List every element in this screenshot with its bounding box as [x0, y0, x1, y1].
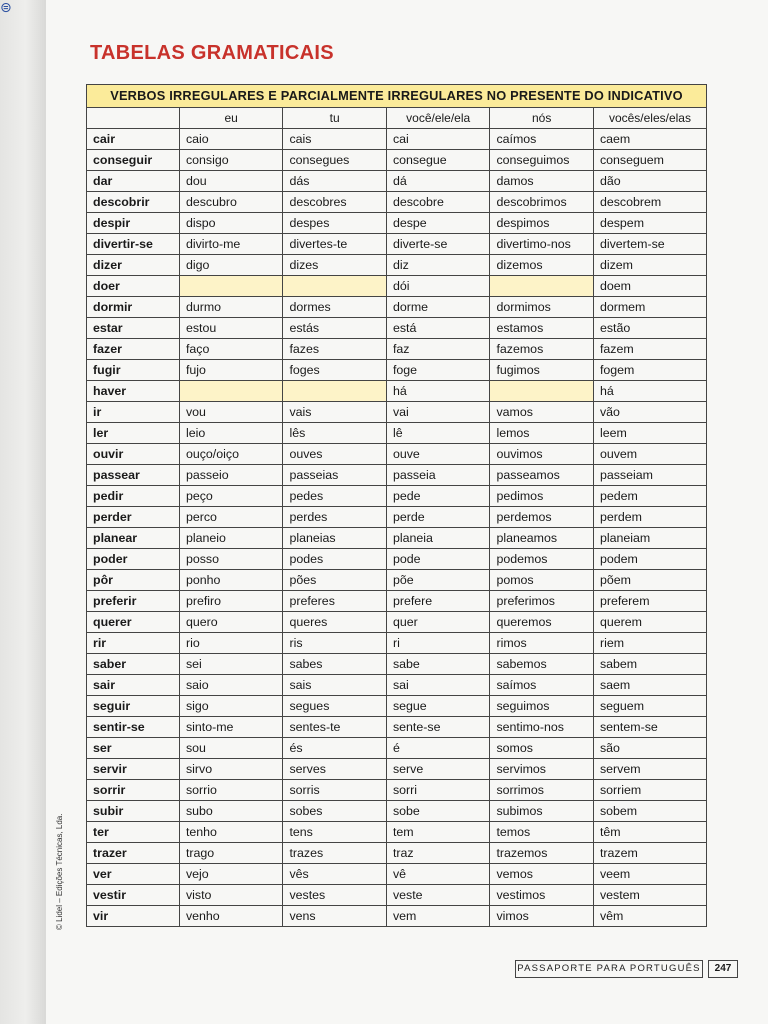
verb-cell: sorrir	[87, 780, 180, 801]
table-row	[87, 234, 707, 255]
conjugation-cell: queremos	[490, 612, 594, 633]
conjugation-cell: durmo	[179, 297, 283, 318]
conjugation-cell: diz	[386, 255, 490, 276]
table-row	[87, 171, 707, 192]
table-row	[87, 339, 707, 360]
conjugation-cell: ouço/oiço	[179, 444, 283, 465]
conjugation-cell: ris	[283, 633, 387, 654]
conjugation-cell: descobrimos	[490, 192, 594, 213]
conjugation-cell: vêm	[593, 906, 706, 927]
conjugation-cell: passeia	[386, 465, 490, 486]
conjugation-cell: fujo	[179, 360, 283, 381]
conjugation-cell: planeias	[283, 528, 387, 549]
conjugation-cell: rio	[179, 633, 283, 654]
conjugation-cell: sabe	[386, 654, 490, 675]
conjugation-cell: passeio	[179, 465, 283, 486]
conjugation-cell: fugimos	[490, 360, 594, 381]
table-row	[87, 549, 707, 570]
conjugation-cell: preferes	[283, 591, 387, 612]
conjugation-cell: vens	[283, 906, 387, 927]
conjugation-cell: sente-se	[386, 717, 490, 738]
conjugation-cell: serves	[283, 759, 387, 780]
table-row	[87, 255, 707, 276]
conjugation-cell: subimos	[490, 801, 594, 822]
conjugation-cell: descobre	[386, 192, 490, 213]
verb-cell: vestir	[87, 885, 180, 906]
conjugation-cell: doem	[593, 276, 706, 297]
verb-cell: dormir	[87, 297, 180, 318]
conjugation-cell: sinto-me	[179, 717, 283, 738]
conjugation-cell: tenho	[179, 822, 283, 843]
conjugation-cell: serve	[386, 759, 490, 780]
table-row	[87, 864, 707, 885]
conjugation-cell: estou	[179, 318, 283, 339]
verb-cell: passear	[87, 465, 180, 486]
conjugation-cell: pões	[283, 570, 387, 591]
conjugation-cell: veem	[593, 864, 706, 885]
conjugation-cell: vestes	[283, 885, 387, 906]
table-row	[87, 717, 707, 738]
conjugation-cell	[179, 276, 283, 297]
table-row	[87, 906, 707, 927]
conjugation-cell: sorri	[386, 780, 490, 801]
verb-cell: estar	[87, 318, 180, 339]
conjugation-cell: faço	[179, 339, 283, 360]
conjugation-cell: sentes-te	[283, 717, 387, 738]
table-row	[87, 318, 707, 339]
table-row	[87, 822, 707, 843]
verb-cell: poder	[87, 549, 180, 570]
verb-cell: ter	[87, 822, 180, 843]
conjugation-cell: descobrem	[593, 192, 706, 213]
conjugation-cell: há	[386, 381, 490, 402]
conjugation-cell: pomos	[490, 570, 594, 591]
conjugation-cell: perdes	[283, 507, 387, 528]
conjugation-cell: sabemos	[490, 654, 594, 675]
conjugation-cell: divertimo-nos	[490, 234, 594, 255]
table-row	[87, 444, 707, 465]
book-spine-gutter	[0, 0, 46, 1024]
verb-cell: vir	[87, 906, 180, 927]
conjugation-cell: sais	[283, 675, 387, 696]
page-number: 247	[708, 960, 738, 978]
conjugation-cell: pedimos	[490, 486, 594, 507]
table-row	[87, 675, 707, 696]
conjugation-cell: és	[283, 738, 387, 759]
conjugation-cell: são	[593, 738, 706, 759]
conjugation-cell: vais	[283, 402, 387, 423]
conjugation-cell: passeiam	[593, 465, 706, 486]
conjugation-cell: saio	[179, 675, 283, 696]
conjugation-cell: sobem	[593, 801, 706, 822]
conjugation-cell: despe	[386, 213, 490, 234]
conjugation-cell: fazem	[593, 339, 706, 360]
conjugation-cell: saem	[593, 675, 706, 696]
conjugation-cell: põe	[386, 570, 490, 591]
conjugation-cell: preferem	[593, 591, 706, 612]
conjugation-cell	[283, 381, 387, 402]
verb-cell: doer	[87, 276, 180, 297]
conjugation-cell: caímos	[490, 129, 594, 150]
conjugation-cell: prefiro	[179, 591, 283, 612]
conjugation-cell: sentimo-nos	[490, 717, 594, 738]
conjugation-cell: consigo	[179, 150, 283, 171]
table-row	[87, 381, 707, 402]
column-header-verb	[87, 108, 180, 129]
conjugation-cell: veste	[386, 885, 490, 906]
verb-cell: dar	[87, 171, 180, 192]
conjugation-cell: seguimos	[490, 696, 594, 717]
conjugation-cell: rimos	[490, 633, 594, 654]
conjugation-cell: ponho	[179, 570, 283, 591]
conjugation-cell: consegues	[283, 150, 387, 171]
conjugation-cell: sai	[386, 675, 490, 696]
conjugation-cell: servem	[593, 759, 706, 780]
table-row	[87, 423, 707, 444]
table-row	[87, 696, 707, 717]
conjugation-cell: podes	[283, 549, 387, 570]
conjugation-cell: trazem	[593, 843, 706, 864]
verb-cell: ir	[87, 402, 180, 423]
conjugation-cell: sorris	[283, 780, 387, 801]
conjugation-cell: servimos	[490, 759, 594, 780]
conjugation-cell: ouvimos	[490, 444, 594, 465]
verb-cell: saber	[87, 654, 180, 675]
conjugation-cell: dispo	[179, 213, 283, 234]
conjugation-cell: conseguimos	[490, 150, 594, 171]
table-row	[87, 486, 707, 507]
conjugation-cell: sorrimos	[490, 780, 594, 801]
conjugation-cell: sobe	[386, 801, 490, 822]
conjugation-cell: dói	[386, 276, 490, 297]
conjugation-cell: sigo	[179, 696, 283, 717]
table-row	[87, 192, 707, 213]
conjugation-cell: seguem	[593, 696, 706, 717]
conjugation-cell: passeias	[283, 465, 387, 486]
conjugation-cell: vão	[593, 402, 706, 423]
conjugation-cell: segue	[386, 696, 490, 717]
conjugation-cell: sirvo	[179, 759, 283, 780]
conjugation-cell: estamos	[490, 318, 594, 339]
conjugation-cell: leem	[593, 423, 706, 444]
table-row	[87, 507, 707, 528]
verb-cell: pôr	[87, 570, 180, 591]
conjugation-cell: divirto-me	[179, 234, 283, 255]
conjugation-cell: divertem-se	[593, 234, 706, 255]
conjugation-cell: ri	[386, 633, 490, 654]
conjugation-cell: dormimos	[490, 297, 594, 318]
table-row	[87, 654, 707, 675]
conjugation-cell: dizem	[593, 255, 706, 276]
conjugation-cell: vemos	[490, 864, 594, 885]
conjugation-cell	[490, 276, 594, 297]
conjugation-cell: vamos	[490, 402, 594, 423]
conjugation-cell: fazes	[283, 339, 387, 360]
conjugation-cell: dou	[179, 171, 283, 192]
conjugation-cell: há	[593, 381, 706, 402]
publisher-credit: © Lidel – Edições Técnicas, Lda.	[55, 813, 64, 930]
conjugation-cell: dás	[283, 171, 387, 192]
conjugation-cell: trago	[179, 843, 283, 864]
conjugation-cell: sentem-se	[593, 717, 706, 738]
conjugation-cell: pedem	[593, 486, 706, 507]
conjugation-cell: trazemos	[490, 843, 594, 864]
conjugation-cell: vai	[386, 402, 490, 423]
conjugation-cell: dormem	[593, 297, 706, 318]
conjugation-cell: vimos	[490, 906, 594, 927]
conjugation-cell: podem	[593, 549, 706, 570]
conjugation-cell: põem	[593, 570, 706, 591]
conjugation-cell: cai	[386, 129, 490, 150]
table-row	[87, 360, 707, 381]
conjugation-cell: preferimos	[490, 591, 594, 612]
conjugation-cell: planeamos	[490, 528, 594, 549]
conjugation-cell: planeia	[386, 528, 490, 549]
conjugation-cell: prefere	[386, 591, 490, 612]
conjugation-cell: descobres	[283, 192, 387, 213]
conjugation-cell: conseguem	[593, 150, 706, 171]
table-row	[87, 612, 707, 633]
conjugation-cell: está	[386, 318, 490, 339]
conjugation-cell: vês	[283, 864, 387, 885]
table-row	[87, 528, 707, 549]
conjugation-cell: vou	[179, 402, 283, 423]
conjugation-cell: saímos	[490, 675, 594, 696]
conjugation-cell: sou	[179, 738, 283, 759]
conjugation-cell: traz	[386, 843, 490, 864]
table-caption: VERBOS IRREGULARES E PARCIALMENTE IRREGULARES NO PRESENTE DO INDICATIVO	[87, 85, 707, 108]
table-row	[87, 150, 707, 171]
footer-book-title: PASSAPORTE PARA PORTUGUÊS	[515, 960, 703, 978]
verb-cell: sentir-se	[87, 717, 180, 738]
verb-cell: conseguir	[87, 150, 180, 171]
conjugation-cell: faz	[386, 339, 490, 360]
corner-binding-icon: ⊜	[0, 0, 12, 15]
table-row	[87, 591, 707, 612]
conjugation-cell: fogem	[593, 360, 706, 381]
verb-cell: seguir	[87, 696, 180, 717]
conjugation-cell: vestem	[593, 885, 706, 906]
table-row	[87, 801, 707, 822]
table-row	[87, 276, 707, 297]
conjugation-cell: peço	[179, 486, 283, 507]
table-row	[87, 780, 707, 801]
conjugation-cell: pedes	[283, 486, 387, 507]
verb-cell: cair	[87, 129, 180, 150]
table-row	[87, 843, 707, 864]
conjugation-cell: sorriem	[593, 780, 706, 801]
conjugation-cell: segues	[283, 696, 387, 717]
table-row	[87, 465, 707, 486]
conjugation-cell: subo	[179, 801, 283, 822]
conjugation-cell: vejo	[179, 864, 283, 885]
conjugation-cell: trazes	[283, 843, 387, 864]
conjugation-cell: sabem	[593, 654, 706, 675]
verb-cell: divertir-se	[87, 234, 180, 255]
conjugation-cell	[283, 276, 387, 297]
conjugation-cell: querem	[593, 612, 706, 633]
conjugation-cell: despimos	[490, 213, 594, 234]
table-row	[87, 570, 707, 591]
verb-cell: querer	[87, 612, 180, 633]
table-header-row	[87, 108, 707, 129]
conjugation-cell: venho	[179, 906, 283, 927]
table-row	[87, 885, 707, 906]
page-title: TABELAS GRAMATICAIS	[90, 42, 334, 64]
conjugation-cell: podemos	[490, 549, 594, 570]
column-header-nos: nós	[490, 108, 594, 129]
conjugation-cell: queres	[283, 612, 387, 633]
conjugation-cell: consegue	[386, 150, 490, 171]
verb-cell: fazer	[87, 339, 180, 360]
verb-cell: perder	[87, 507, 180, 528]
conjugation-cell: perde	[386, 507, 490, 528]
verb-cell: preferir	[87, 591, 180, 612]
conjugation-cell: fazemos	[490, 339, 594, 360]
verb-cell: ouvir	[87, 444, 180, 465]
conjugation-cell: sei	[179, 654, 283, 675]
table-row	[87, 402, 707, 423]
conjugation-cell: é	[386, 738, 490, 759]
conjugation-cell: lês	[283, 423, 387, 444]
conjugation-cell: dizes	[283, 255, 387, 276]
table-row	[87, 213, 707, 234]
conjugation-cell: quer	[386, 612, 490, 633]
conjugation-cell: estás	[283, 318, 387, 339]
verb-cell: pedir	[87, 486, 180, 507]
conjugation-cell: estão	[593, 318, 706, 339]
verb-cell: ver	[87, 864, 180, 885]
conjugation-cell: foge	[386, 360, 490, 381]
conjugation-cell: ouve	[386, 444, 490, 465]
conjugation-cell: sabes	[283, 654, 387, 675]
column-header-voce-ele-ela: você/ele/ela	[386, 108, 490, 129]
conjugation-cell: posso	[179, 549, 283, 570]
conjugation-cell: ouvem	[593, 444, 706, 465]
conjugation-cell: divertes-te	[283, 234, 387, 255]
conjugation-cell: diverte-se	[386, 234, 490, 255]
conjugation-cell: leio	[179, 423, 283, 444]
conjugation-cell: lemos	[490, 423, 594, 444]
conjugation-cell	[490, 381, 594, 402]
conjugation-cell: riem	[593, 633, 706, 654]
conjugation-cell: dá	[386, 171, 490, 192]
conjugation-cell: vem	[386, 906, 490, 927]
conjugation-cell: dizemos	[490, 255, 594, 276]
conjugation-cell: vê	[386, 864, 490, 885]
conjugation-cell: pede	[386, 486, 490, 507]
conjugation-cell: perco	[179, 507, 283, 528]
verb-cell: rir	[87, 633, 180, 654]
verb-cell: sair	[87, 675, 180, 696]
conjugation-cell: lê	[386, 423, 490, 444]
verb-cell: subir	[87, 801, 180, 822]
conjugation-cell: dormes	[283, 297, 387, 318]
verb-cell: planear	[87, 528, 180, 549]
conjugation-cell: dão	[593, 171, 706, 192]
conjugation-cell: visto	[179, 885, 283, 906]
verb-cell: trazer	[87, 843, 180, 864]
conjugation-cell: cais	[283, 129, 387, 150]
verb-cell: ler	[87, 423, 180, 444]
conjugation-cell: despem	[593, 213, 706, 234]
conjugation-cell: ouves	[283, 444, 387, 465]
conjugation-cell: tem	[386, 822, 490, 843]
conjugation-cell: tens	[283, 822, 387, 843]
table-body	[87, 129, 707, 927]
conjugation-cell: sorrio	[179, 780, 283, 801]
verb-cell: servir	[87, 759, 180, 780]
conjugation-cell: somos	[490, 738, 594, 759]
irregular-verbs-table	[86, 84, 707, 927]
conjugation-cell: perdem	[593, 507, 706, 528]
conjugation-cell: têm	[593, 822, 706, 843]
table-row	[87, 297, 707, 318]
conjugation-cell: planeio	[179, 528, 283, 549]
column-header-voces-eles-elas: vocês/eles/elas	[593, 108, 706, 129]
verb-cell: descobrir	[87, 192, 180, 213]
conjugation-cell: caio	[179, 129, 283, 150]
column-header-tu: tu	[283, 108, 387, 129]
conjugation-cell: pode	[386, 549, 490, 570]
verb-cell: haver	[87, 381, 180, 402]
table-row	[87, 633, 707, 654]
conjugation-cell: planeiam	[593, 528, 706, 549]
conjugation-cell	[179, 381, 283, 402]
verb-cell: despir	[87, 213, 180, 234]
table-row	[87, 759, 707, 780]
conjugation-cell: descubro	[179, 192, 283, 213]
table-row	[87, 129, 707, 150]
conjugation-cell: despes	[283, 213, 387, 234]
conjugation-cell: damos	[490, 171, 594, 192]
verb-cell: dizer	[87, 255, 180, 276]
conjugation-cell: dorme	[386, 297, 490, 318]
verb-cell: fugir	[87, 360, 180, 381]
conjugation-cell: perdemos	[490, 507, 594, 528]
table-row	[87, 738, 707, 759]
column-header-eu: eu	[179, 108, 283, 129]
conjugation-cell: caem	[593, 129, 706, 150]
conjugation-cell: sobes	[283, 801, 387, 822]
conjugation-cell: foges	[283, 360, 387, 381]
conjugation-cell: temos	[490, 822, 594, 843]
conjugation-cell: vestimos	[490, 885, 594, 906]
verb-cell: ser	[87, 738, 180, 759]
conjugation-cell: passeamos	[490, 465, 594, 486]
conjugation-cell: digo	[179, 255, 283, 276]
conjugation-cell: quero	[179, 612, 283, 633]
